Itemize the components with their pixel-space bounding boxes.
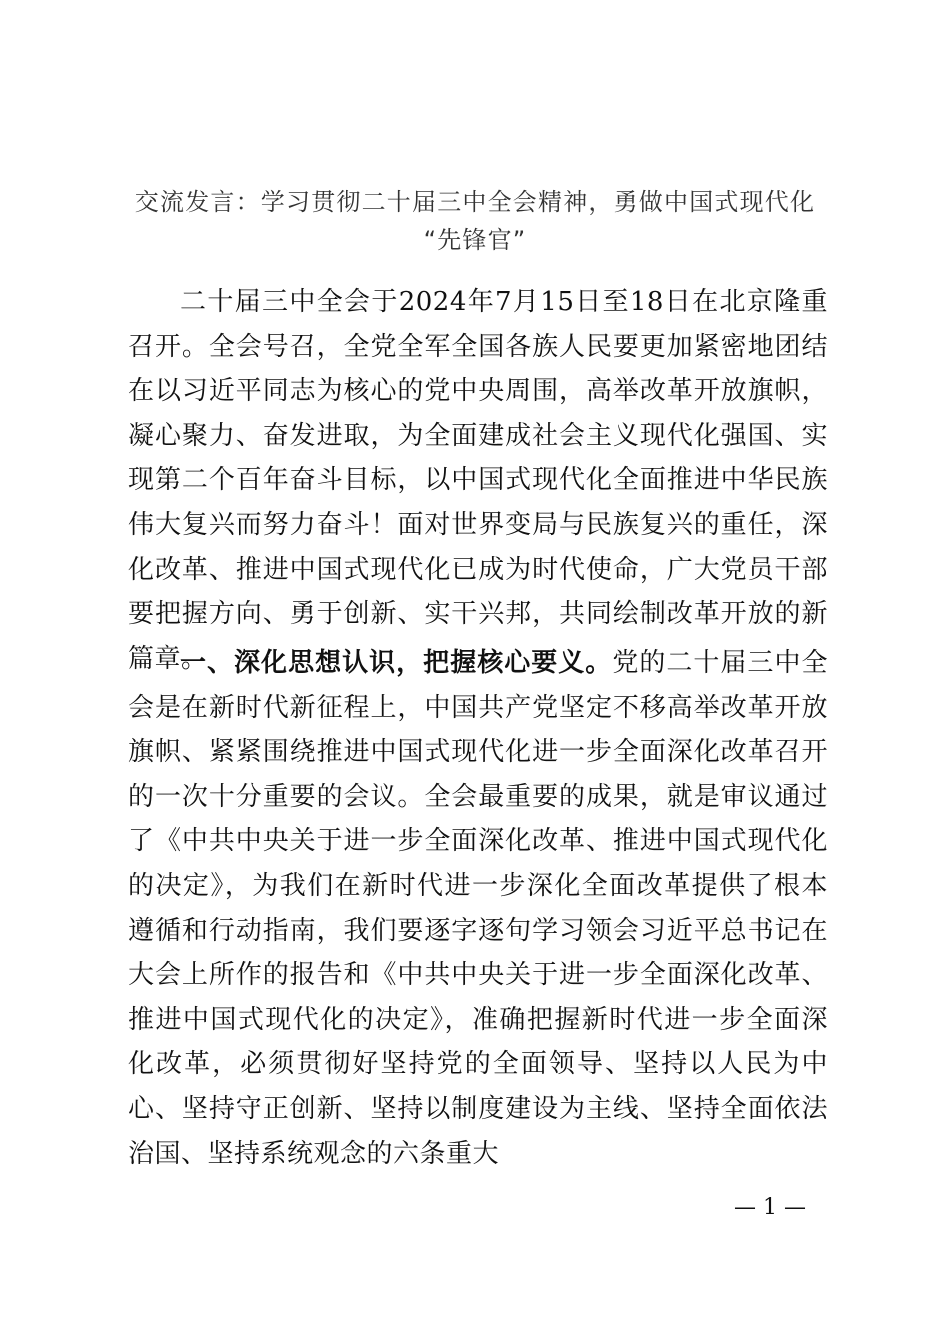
document-title <box>120 183 830 259</box>
page-number: — 1 — <box>734 1195 806 1220</box>
section-1-paragraph <box>128 641 828 1176</box>
section-1-heading: 一、深化思想认识，把握核心要义。 <box>180 648 613 678</box>
title-line-2: “先锋官” <box>423 226 527 254</box>
title-line-1: 交流发言：学习贯彻二十届三中全会精神，勇做中国式现代化 <box>134 188 816 216</box>
section-1-text: 党的二十届三中全会是在新时代新征程上，中国共产党坚定不移高举改革开放旗帜、紧紧围绕推进中国式现代化进一步全面深化改革召开的一次十分重要的会议。全会最重要的成果，就是审议通过了《中共中央关于进一步全面深化改革、推进中国式现代化的决定》，为我们在新时代进一步深化全面改革提供了根本遵循和行动指南，我们要逐字逐句学习领会习近平总书记在大会上所作的报告和《中共中央关于进一步全面深化改革、推进中国式现代化的决定》，准确把握新时代进一步全面深化改革，必须贯彻好坚持党的全面领导、坚持以人民为中心、坚持守正创新、坚持以制度建设为主线、坚持全面依法治国、坚持系统观念的六条重大 <box>128 648 828 1169</box>
intro-paragraph: 二十届三中全会于2024年7月15日至18日在北京隆重召开。全会号召，全党全军全国各族人民要更加紧密地团结在以习近平同志为核心的党中央周围，高举改革开放旗帜，凝心聚力、奋发进取，为全面建成社会主义现代化强国、实现第二个百年奋斗目标，以中国式现代化全面推进中华民族伟大复兴而努力奋斗！面对世界变局与民族复兴的重任，深化改革、推进中国式现代化已成为时代使命，广大党员干部要把握方向、勇于创新、实干兴邦，共同绘制改革开放的新篇章。 <box>128 287 828 674</box>
